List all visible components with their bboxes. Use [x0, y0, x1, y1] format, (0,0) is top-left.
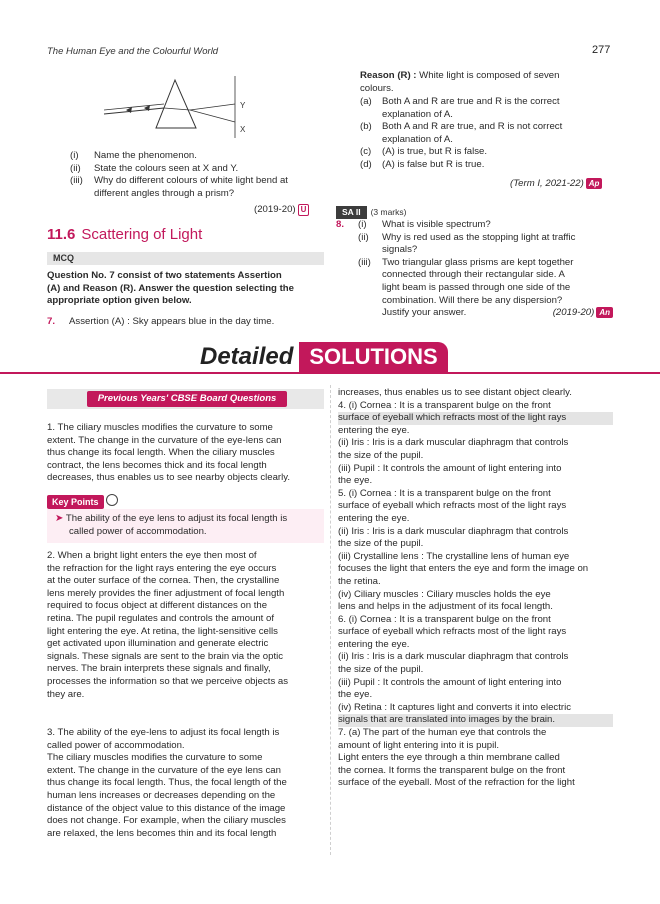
sa-label-bar: SA II (3 marks): [336, 202, 416, 215]
label-x: X: [240, 125, 246, 134]
label-y: Y: [240, 101, 246, 110]
question-7: 7. Assertion (A) : Sky appears blue in the day time.: [47, 316, 275, 327]
pyq-bar: [47, 389, 324, 409]
key-points-heading: Key Points: [47, 492, 127, 506]
question-items-list: [70, 150, 325, 200]
section-number: 11.6: [47, 226, 76, 243]
mcq-label-bar: MCQ: [47, 252, 324, 265]
source-year: (2019-20) U: [254, 204, 309, 217]
answers-4-to-7: increases, thus enables us to see distant object clearly. 4. (i) Cornea : It is a transparent bulge on the front surface of eyeball which refracts most of the light rays entering the eye. (ii) Iris : Iris is a dark muscular diaphragm that controls the size of the pupil. (iii) Pupil : It controls the amount of light entering into the eye. 5. (i) Cornea : It is a transparent bulge on the front surface of eyeball which refracts most of the light rays entering the eye. (ii) Iris : Iris is a dark muscular diaphragm that controls the size of the pupil. (iii) Crystalline lens : The crystalline lens of human eye focuses the light that enters the eye and form the image on the retina. (iv) Ciliary muscles : Ciliary muscles holds the eye lens and helps in the adjustment of its focal length. 6. (i) Cornea : It is a transparent bulge on the front surface of eyeball which refracts most of the light rays entering the eye. (ii) Iris : Iris is a dark muscular diaphragm that controls the size of the pupil. (iii) Pupil : It controls the amount of light entering into the eye. (iv) Retina : It captures light and converts it into electric signals that are translated into images by the brain. 7. (a) The part of the human eye that controls the amount of light entering into it is pupil. Light enters the eye through a thin membrane called the cornea. It forms the transparent bulge on the front surface of the eyeball. Most of the refraction for the light: [338, 387, 613, 790]
option-b: (b) Both A and R are true, and R is not correct: [360, 121, 563, 133]
solutions-banner: [200, 342, 448, 374]
question-item: different angles through a prism?: [94, 187, 235, 199]
mcq-intro: Question No. 7 consist of two statements Assertion (A) and Reason (R). Answer the question selecting the appropriate option given below.: [47, 270, 294, 307]
answer-2: 2. When a bright light enters the eye then most of the refraction for the light rays entering the eye occurs at the outer surface of the cornea. Then, the crystalline lens merely provides the finer adjustment of focal length required to focus object at different distances on the retina. The pupil regulates and controls the amount of light entering the eye. At retina, the light-sensitive cells get activated upon illumination and generate electric signals. These signals are sent to the brain via the optic nerves. The brain interprets these signals and finally, processes the information so that we perceive objects as they are.: [47, 550, 289, 700]
emergent-ray-y: [190, 104, 235, 110]
answer-3: 3. The ability of the eye-lens to adjust its focal length is called power of accommodation. The ciliary muscles modifies the curvature to some extent. The change in the curvature of the eye lens can thus change its focal length. Thus, the focal length of the human lens increases or decreases depending on the distance of the object value to this distance of the image does not change. For example, when the ciliary muscles are relaxed, the lens becomes thin and its focal length: [47, 727, 287, 839]
running-header-title: The Human Eye and the Colourful World: [47, 46, 219, 57]
key-points-box: ➤ The ability of the eye lens to adjust its focal length is called power of accommodation.: [47, 509, 324, 543]
lightbulb-icon: [106, 494, 118, 506]
question-item: (i) Name the phenomenon.: [70, 150, 197, 161]
page-number: 277: [592, 44, 611, 56]
section-title: Scattering of Light: [81, 226, 203, 243]
analysis-badge: An: [596, 307, 613, 318]
reason-statement: Reason (R) : White light is composed of seven colours.: [360, 70, 560, 94]
assertion-options: (a) Both A and R are true and R is the correct explanation of A. (b) Both A and R are true, and R is not correct explanation of A. (c) (A) is true, but R is false. (d) (A) is false but R is true.: [360, 96, 612, 172]
source-term: (Term I, 2021-22) Ap: [510, 178, 602, 191]
application-badge: Ap: [586, 178, 603, 189]
option-c: (c) (A) is true, but R is false.: [360, 146, 488, 158]
answer-1: 1. The ciliary muscles modifies the curvature to some extent. The change in the curvature of the eye-lens can thus change its focal length. When the ciliary muscles contract, the lens becomes thick and its focal length decreases, thus enables us to see nearby objects clearly.: [47, 422, 291, 484]
column-divider: [330, 385, 331, 855]
internal-ray: [164, 108, 190, 110]
banner-detailed: Detailed: [200, 343, 294, 370]
understanding-badge: U: [298, 204, 310, 216]
section-heading: [47, 226, 202, 243]
question-item: (iii) Why do different colours of white light bend at: [70, 175, 288, 187]
arrow-bullet-icon: ➤: [55, 513, 64, 524]
pyq-label: Previous Years' CBSE Board Questions: [87, 391, 287, 407]
banner-solutions: SOLUTIONS: [299, 342, 447, 372]
prism-diagram: [100, 74, 270, 146]
question-item: (ii) State the colours seen at X and Y.: [70, 162, 239, 174]
option-d: (d) (A) is false but R is true.: [360, 158, 485, 170]
emergent-ray-x: [190, 110, 235, 122]
option-a: (a) Both A and R are true and R is the correct: [360, 96, 560, 107]
question-8: 8. (i) What is visible spectrum? (ii) Why is red used as the stopping light at traffic signals? (iii) Two triangular glass prisms are kept together connected through their rectangular side. A light beam is passed through one side of the combination. Will there be any dispersion? Justify your answer. (2019-20) An: [336, 219, 613, 320]
